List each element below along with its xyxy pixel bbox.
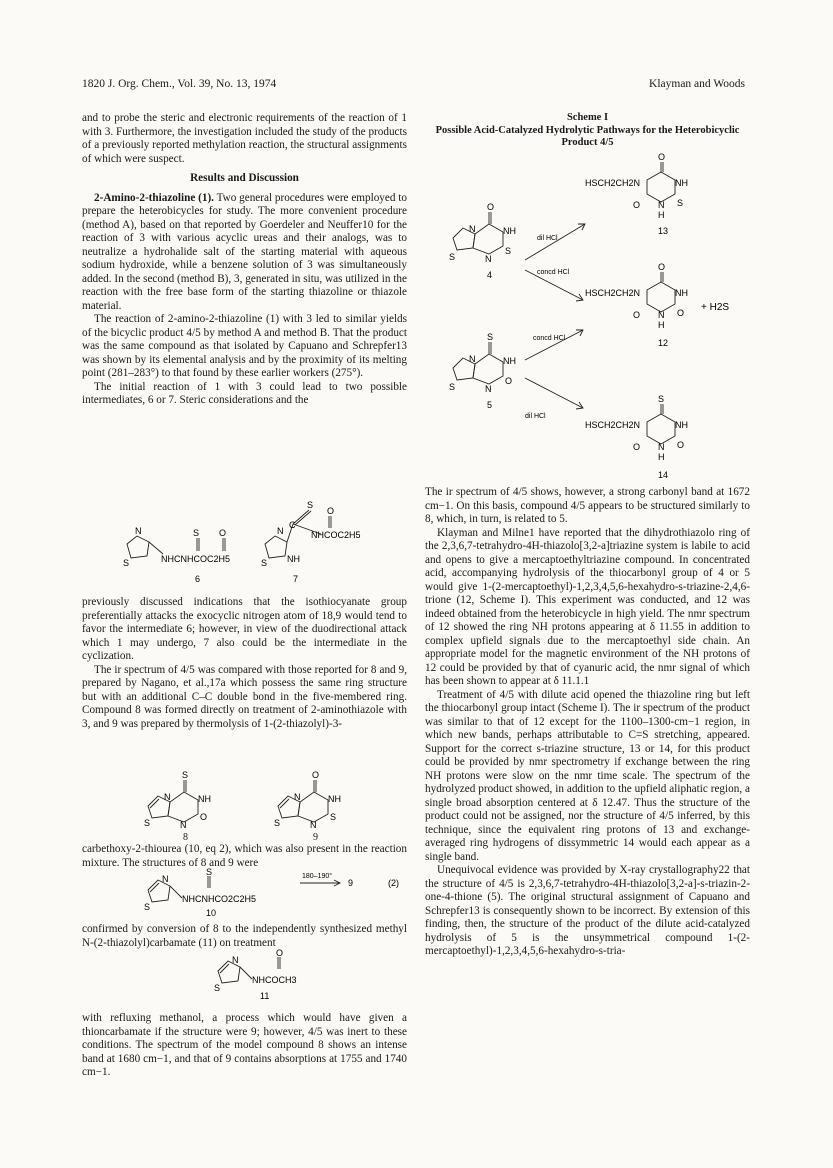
svg-text:N: N xyxy=(485,254,492,264)
svg-text:S: S xyxy=(274,818,281,828)
svg-text:NH: NH xyxy=(503,356,516,366)
paragraph: The initial reaction of 1 with 3 could lead to two possible intermediates, 6 or 7. Steric considerations and the xyxy=(82,380,407,406)
paragraph: previously discussed indications that the isothiocyanate group preferentially attacks the exocyclic nitrogen atom of 18,9 would tend to favor the intermediate 6; however, in view of the duodirectional attack which 1 may undergo, 7 also could be the intermediate in the cyclization. xyxy=(82,596,407,662)
paragraph-lead: 2-Amino-2-thiazoline (1). xyxy=(94,191,214,204)
svg-text:H: H xyxy=(658,210,665,220)
svg-text:O: O xyxy=(658,262,666,272)
svg-text:H: H xyxy=(658,452,665,462)
svg-text:NH: NH xyxy=(675,420,688,430)
compound-label-14: 14 xyxy=(658,470,669,480)
svg-text:S: S xyxy=(658,394,665,404)
compound-label-5: 5 xyxy=(487,400,493,410)
svg-text:O: O xyxy=(487,202,495,212)
svg-text:N: N xyxy=(135,526,142,536)
svg-text:N: N xyxy=(164,792,171,802)
left-column-eq xyxy=(82,843,407,870)
structures-8-9 xyxy=(140,770,380,830)
compound-label-8: 8 xyxy=(183,832,188,843)
right-column-text xyxy=(425,486,750,959)
formula-label: NHCNHCO2C2H5 xyxy=(182,894,257,904)
svg-text:S: S xyxy=(505,246,512,256)
svg-text:N: N xyxy=(658,200,665,210)
svg-text:NH: NH xyxy=(198,794,211,804)
svg-text:N: N xyxy=(469,354,476,364)
paragraph: The reaction of 2-amino-2-thiazoline (1) with 3 led to similar yields of the bicyclic product 4/5 by method A and method B. That the product was the same compound as that isolated by Capuano and Schrepfer13 was shown by its elemental analysis and by the proximity of its melting point (281–283°) to that found by these earlier workers (275°). xyxy=(82,313,407,379)
compound-label-9: 9 xyxy=(313,832,318,843)
svg-text:NH: NH xyxy=(675,288,688,298)
scheme-subtitle: Possible Acid-Catalyzed Hydrolytic Pathways for the Heterobicyclic Product 4/5 xyxy=(435,125,740,148)
reagent-label: concd HCl xyxy=(537,269,570,276)
formula-label: HSCH2CH2N xyxy=(585,178,641,188)
svg-text:O: O xyxy=(633,200,641,210)
formula-label: NHCNHCOC2H5 xyxy=(161,554,231,564)
svg-text:O: O xyxy=(219,528,227,538)
svg-text:S: S xyxy=(449,252,456,262)
paragraph xyxy=(82,192,407,314)
svg-text:S: S xyxy=(123,558,130,568)
scheme-1-diagram xyxy=(425,150,750,480)
svg-text:S: S xyxy=(193,528,200,538)
page-header-right: Klayman and Woods xyxy=(649,78,745,90)
paragraph: The ir spectrum of 4/5 was compared with those reported for 8 and 9, prepared by Nagano, et al.,17a which possess the same ring structure but with an additional C–C double bond in the five-membered ring. Compound 8 was formed directly on treatment of 2-aminothiazole with 3, and 9 was prepared by thermolysis of 1-(2-thiazolyl)-3- xyxy=(82,663,407,730)
compound-label-12: 12 xyxy=(658,338,669,348)
svg-text:O: O xyxy=(633,310,641,320)
compound-label-6: 6 xyxy=(195,574,201,584)
scheme-title: Scheme I xyxy=(566,112,609,123)
svg-text:O: O xyxy=(200,812,208,822)
svg-text:S: S xyxy=(144,818,151,828)
reagent-label: concd HCl xyxy=(533,335,566,342)
svg-text:S: S xyxy=(677,198,684,208)
page-header-left: 1820 J. Org. Chem., Vol. 39, No. 13, 1974 xyxy=(82,78,277,90)
compound-label-13: 13 xyxy=(658,226,669,236)
svg-text:N: N xyxy=(277,526,284,536)
formula-label: HSCH2CH2N xyxy=(585,420,641,430)
svg-text:H: H xyxy=(658,320,665,330)
svg-text:O: O xyxy=(276,948,284,958)
reagent-label: dil HCl xyxy=(537,235,558,242)
left-column-top xyxy=(82,112,407,408)
section-heading: Results and Discussion xyxy=(190,172,299,184)
paragraph: Unequivocal evidence was provided by X-ray crystallography22 that the structure of 4/5 is 2,3,6,7-tetrahydro-4H-thiazolo[3,2-a]-s-triazin-2-one-4-thione (5). The original structural assignment of Capuano and Schrepfer13 is consequently shown to be incorrect. By extension of this finding, then, the structure of the product of the dilute acid-catalyzed hydrolysis of 5 is the unsymmetrical compound 1-(2-mercaptoethyl)-1,2,3,4,5,6-hexahydro-s-tria- xyxy=(425,864,750,957)
svg-text:O: O xyxy=(677,440,685,450)
formula-label: NHCOC2H5 xyxy=(311,530,361,540)
paragraph: confirmed by conversion of 8 to the independently synthesized methyl N-(2-thiazolyl)carbamate (11) on treatment xyxy=(82,923,407,949)
svg-text:O: O xyxy=(327,506,335,516)
svg-text:O: O xyxy=(633,442,641,452)
svg-text:S: S xyxy=(449,382,456,392)
svg-text:S: S xyxy=(182,770,189,780)
svg-text:N: N xyxy=(294,792,301,802)
formula-label: NHCOCH3 xyxy=(252,975,297,985)
left-column-p8 xyxy=(82,923,407,950)
svg-text:S: S xyxy=(307,500,314,510)
svg-text:S: S xyxy=(206,867,213,877)
eq-product: 9 xyxy=(348,878,354,888)
svg-text:O: O xyxy=(677,308,685,318)
left-column-mid xyxy=(82,596,407,731)
svg-text:N: N xyxy=(232,955,239,965)
svg-text:NH: NH xyxy=(287,554,300,564)
paragraph: Treatment of 4/5 with dilute acid opened the thiazoline ring but left the thiocarbonyl group intact (Scheme I). The ir spectrum of the product was similar to that of 12 except for the 1100–1300-cm−1 region, in which new bands, perhaps attributable to C=S stretching, appeared. Support for the correct s-triazine structure, 13 or 14, for this product could be provided by nmr spectrometry if exchange between the ring NH protons were slow on the nmr time scale. The spectrum of the hydrolyzed product showed, in addition to the upfield aliphatic region, a single broad absorption centered at δ 12.47. Thus the structure of the product could not be assigned, nor the structure of 4/5 inferred, by this technique, since the equivalent ring protons of 13 and exchange-averaged ring hydrogens of dissymmetric 14 would each appear as a single band. xyxy=(425,688,750,863)
paragraph: carbethoxy-2-thiourea (10, eq 2), which was also present in the reaction mixture. The structures of 8 and 9 were xyxy=(82,843,407,869)
eq-condition: 180–190° xyxy=(302,873,333,880)
paragraph: Klayman and Milne1 have reported that the dihydrothiazolo ring of the 2,3,6,7-tetrahydro-4H-thiazolo[3,2-a]triazine system is labile to acid and opens to give a mercaptoethyltriazine compound. In concentrated acid, accompanying hydrolysis of the thiocarbonyl group of 4 or 5 would give 1-(2-mercaptoethyl)-1,2,3,4,5,6-hexahydro-s-triazine-2,4,6-trione (12, Scheme I). This experiment was conducted, and 12 was indeed obtained from the heterobicycle in high yield. The nmr spectrum of 12 showed the ring NH protons appearing at δ 11.55 in addition to complex upfield signals due to the mercaptoethyl side chain. An appropriate model for the magnetic environment of the NH protons of 12 could be provided by that of cyanuric acid, the nmr signal of which has been shown to appear at δ 11.1.1 xyxy=(425,526,750,687)
paragraph: The ir spectrum of 4/5 shows, however, a strong carbonyl band at 1672 cm−1. On this basis, compound 4/5 appears to be structured similarly to 8, which, in turn, is related to 5. xyxy=(425,486,750,525)
byproduct-label: + H2S xyxy=(701,302,730,313)
compound-label-7: 7 xyxy=(293,574,299,584)
equation-2 xyxy=(140,867,410,918)
svg-text:S: S xyxy=(330,812,337,822)
reagent-label: dil HCl xyxy=(525,413,546,420)
paragraph-body: Two general procedures were employed to prepare the heterobicycles for study. The more convenient procedure (method A), based on that reported by Goerdeler and Neuffer10 for the reaction of 3 with various acyclic ureas and their analogs, was to neutralize a hydrohalide salt of the starting material with aqueous sodium hydroxide, while a benzene solution of 3 was simultaneously added. In the second (method B), 3, generated in situ, was utilized in the reaction with the free base form of the starting thiazoline or thiazole material. xyxy=(82,191,407,312)
svg-text:N: N xyxy=(180,820,187,830)
svg-text:N: N xyxy=(162,874,169,884)
left-column-bottom xyxy=(82,1012,407,1080)
svg-text:S: S xyxy=(261,558,268,568)
svg-text:NH: NH xyxy=(675,178,688,188)
compound-label-4: 4 xyxy=(487,270,493,280)
svg-text:N: N xyxy=(485,384,492,394)
svg-text:N: N xyxy=(658,442,665,452)
svg-text:N: N xyxy=(658,310,665,320)
compound-label-11: 11 xyxy=(260,991,270,1001)
svg-text:N: N xyxy=(469,224,476,234)
svg-text:S: S xyxy=(144,902,151,912)
compound-label-10: 10 xyxy=(206,908,217,918)
svg-text:O: O xyxy=(505,376,513,386)
svg-text:O: O xyxy=(658,152,666,162)
svg-text:C: C xyxy=(289,520,296,530)
svg-text:O: O xyxy=(312,770,320,780)
svg-text:N: N xyxy=(310,820,317,830)
svg-text:S: S xyxy=(487,332,494,342)
paragraph: and to probe the steric and electronic requirements of the reaction of 1 with 3. Furthermore, the investigation included the study of the products of a previously reported methylation reaction, the structural assignments of which were suspect. xyxy=(82,112,407,165)
structure-11 xyxy=(210,948,320,1001)
paragraph: with refluxing methanol, a process which would have given a thioncarbamate if the structure were 9; however, 4/5 was inert to these conditions. The spectrum of the model compound 8 shows an intense band at 1680 cm−1, and that of 9 contains absorptions at 1755 and 1740 cm−1. xyxy=(82,1012,407,1078)
svg-text:NH: NH xyxy=(503,226,516,236)
structures-6-7 xyxy=(115,496,405,586)
eq-number: (2) xyxy=(388,878,399,888)
svg-text:NH: NH xyxy=(328,794,341,804)
formula-label: HSCH2CH2N xyxy=(585,288,641,298)
svg-text:S: S xyxy=(214,983,221,993)
